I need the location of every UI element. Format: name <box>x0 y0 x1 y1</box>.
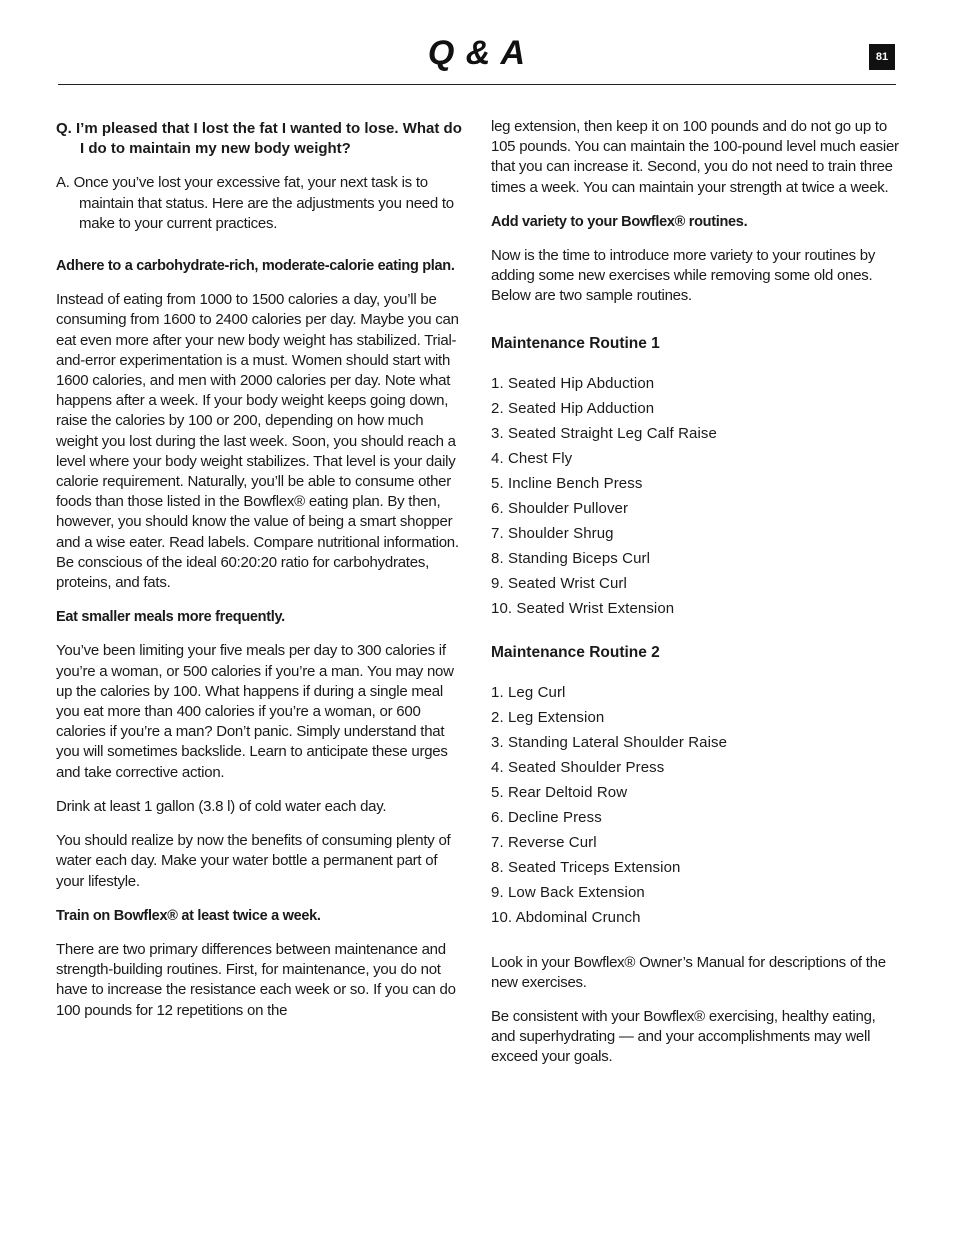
list-item: 1. Leg Curl <box>491 683 566 701</box>
list-item: 9. Seated Wrist Curl <box>491 574 627 592</box>
paragraph-closing: Be consistent with your Bowflex® exercising, healthy eating, and superhydrating — and your accomplishments may well exceed your goals. <box>491 1008 876 1066</box>
paragraph-train-twice: There are two primary differences between maintenance and strength-building routines. First, for maintenance, you do not have to increase the resistance each week or so. If you can do 100 pounds for 12 repetitions on the <box>56 940 456 1019</box>
section-heading-eating-plan: Adhere to a carbohydrate-rich, moderate-calorie eating plan. <box>56 258 455 275</box>
routine-2-list <box>491 680 901 930</box>
list-item: 2. Seated Hip Adduction <box>491 399 655 417</box>
left-column <box>56 117 466 1021</box>
paragraph-owners-manual: Look in your Bowflex® Owner’s Manual for descriptions of the new exercises. <box>491 953 886 991</box>
page-number-badge: 81 <box>869 44 895 70</box>
list-item: 5. Incline Bench Press <box>491 474 643 492</box>
page-title: Q & A <box>427 34 527 72</box>
header-divider <box>58 84 896 85</box>
section-heading-train-twice: Train on Bowflex® at least twice a week. <box>56 907 321 924</box>
list-item: 4. Chest Fly <box>491 449 573 467</box>
list-item: 6. Shoulder Pullover <box>491 499 629 517</box>
list-item: 3. Standing Lateral Shoulder Raise <box>491 733 728 751</box>
paragraph-drink-water: Drink at least 1 gallon (3.8 l) of cold water each day. <box>56 797 387 815</box>
paragraph-water-benefits: You should realize by now the benefits of consuming plenty of water each day. Make your water bottle a permanent part of your lifestyle. <box>56 832 451 890</box>
section-heading-smaller-meals: Eat smaller meals more frequently. <box>56 609 285 626</box>
list-item: 7. Shoulder Shrug <box>491 524 614 542</box>
routine-1-list <box>491 371 901 621</box>
answer-text: A. Once you’ve lost your excessive fat, your next task is to maintain that status. Here are the adjustments you need to make to your current practices. <box>56 174 454 232</box>
list-item: 5. Rear Deltoid Row <box>491 783 628 801</box>
list-item: 4. Seated Shoulder Press <box>491 758 665 776</box>
list-item: 1. Seated Hip Abduction <box>491 374 655 392</box>
routine-2-title: Maintenance Routine 2 <box>491 643 660 661</box>
list-item: 9. Low Back Extension <box>491 883 645 901</box>
list-item: 8. Standing Biceps Curl <box>491 549 651 567</box>
list-item: 10. Abdominal Crunch <box>491 908 641 926</box>
paragraph-variety: Now is the time to introduce more variety to your routines by adding some new exercises while removing some old ones. Below are two sample routines. <box>491 247 876 305</box>
section-heading-variety: Add variety to your Bowflex® routines. <box>491 213 748 230</box>
right-column <box>491 117 901 1068</box>
list-item: 10. Seated Wrist Extension <box>491 599 675 617</box>
paragraph-smaller-meals: You’ve been limiting your five meals per day to 300 calories if you’re a woman, or 500 calories if you’re a man. You may now up the calories by 100. What happens if during a single meal you eat more than 400 calories if you’re a woman, or 600 calories if you’re a man? Don’t panic. Simply understand that you will sometimes backslide. Learn to anticipate these urges and take corrective action. <box>56 642 454 781</box>
list-item: 6. Decline Press <box>491 808 602 826</box>
list-item: 7. Reverse Curl <box>491 833 597 851</box>
list-item: 8. Seated Triceps Extension <box>491 858 681 876</box>
paragraph-continued: leg extension, then keep it on 100 pounds and do not go up to 105 pounds. You can maintain the 100-pound level much easier that you can increase it. Second, you do not need to train three times a week. You can maintain your strength at twice a week. <box>491 118 899 196</box>
list-item: 2. Leg Extension <box>491 708 605 726</box>
list-item: 3. Seated Straight Leg Calf Raise <box>491 424 717 442</box>
question-text: Q. I’m pleased that I lost the fat I wanted to lose. What do I do to maintain my new body weight? <box>56 120 462 158</box>
routine-1-title: Maintenance Routine 1 <box>491 334 660 352</box>
paragraph-eating-plan: Instead of eating from 1000 to 1500 calories a day, you’ll be consuming from 1600 to 2400 calories per day. Maybe you can eat even more after your new body weight has stabilized. Trial-and-error experimentation is a must. Women should start with 1600 calories, and men with 2000 calories per day. Note what happens after a week. If your body weight keeps going down, raise the calories by 100 or 200, depending on how much weight you lost during the last week. Soon, you should reach a level where your body weight stabilizes. That level is your daily calorie requirement. Naturally, you’ll be able to consume other foods than those listed in the Bowflex® eating plan. By then, however, you should know the value of being a smart shopper and a wise eater. Read labels. Compare nutritional information. Be conscious of the ideal 60:20:20 ratio for carbohydrates, proteins, and fats. <box>56 291 459 592</box>
